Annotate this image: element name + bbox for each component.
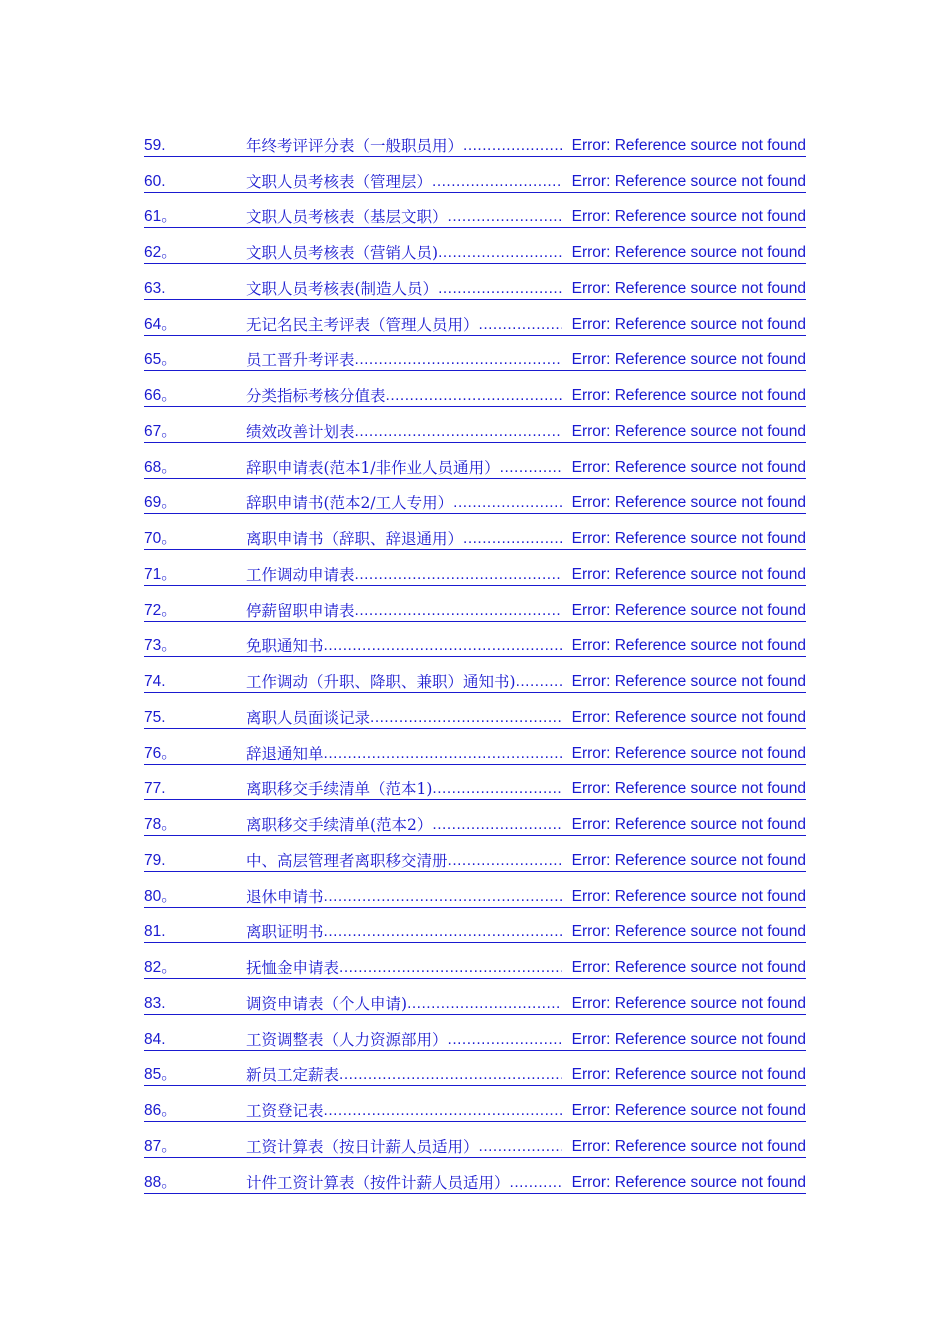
toc-entry-9[interactable]	[144, 443, 806, 479]
toc-entry-number: 82。	[144, 959, 177, 976]
toc-entry-number: 65。	[144, 351, 177, 369]
toc-dot-leader	[432, 779, 562, 799]
toc-dot-leader	[463, 136, 562, 156]
toc-dot-leader	[386, 386, 562, 406]
toc-entry-reference: Error: Reference source not found	[571, 994, 806, 1012]
toc-dot-leader	[339, 1065, 562, 1085]
toc-entry-reference: Error: Reference source not found	[571, 887, 806, 905]
toc-entry-2[interactable]	[144, 193, 806, 229]
toc-entry-reference: Error: Reference source not found	[571, 279, 806, 297]
toc-entry-title: 新员工定薪表	[246, 1066, 340, 1085]
toc-entry-title: 辞退通知单	[246, 744, 324, 763]
toc-entry-7[interactable]	[144, 371, 806, 407]
toc-entry-title: 文职人员考核表（基层文职）	[246, 208, 448, 227]
toc-dot-leader	[432, 815, 562, 835]
toc-entry-number: 73。	[144, 637, 177, 655]
toc-entry-number: 69。	[144, 494, 177, 512]
toc-entry-title: 中、高层管理者离职移交清册	[246, 851, 448, 870]
toc-entry-23[interactable]	[144, 943, 806, 979]
toc-dot-leader	[453, 493, 562, 513]
toc-dot-leader	[500, 458, 562, 478]
toc-entry-reference: Error: Reference source not found	[571, 387, 806, 404]
toc-entry-number: 77.	[144, 780, 166, 798]
toc-entry-title: 文职人员考核表（营销人员)	[246, 244, 439, 262]
toc-entry-title: 离职证明书	[246, 923, 324, 942]
toc-entry-title: 退休申请书	[246, 887, 324, 906]
toc-entry-title: 文职人员考核表（管理层）	[246, 172, 433, 191]
toc-entry-title: 计件工资计算表（按件计薪人员适用）	[246, 1173, 510, 1192]
toc-entry-title: 工作调动（升职、降职、兼职）通知书)	[246, 673, 516, 691]
toc-entry-reference: Error: Reference source not found	[571, 565, 806, 583]
toc-entry-reference: Error: Reference source not found	[571, 780, 806, 798]
toc-entry-title: 离职移交手续清单（范本1)	[246, 780, 433, 799]
toc-entry-reference: Error: Reference source not found	[571, 458, 806, 476]
toc-entry-title: 辞职申请书(范本2/工人专用）	[246, 494, 454, 513]
toc-entry-number: 83.	[144, 994, 166, 1012]
toc-entry-number: 62。	[144, 244, 177, 261]
toc-entry-title: 无记名民主考评表（管理人员用）	[246, 315, 479, 334]
toc-entry-29[interactable]	[144, 1158, 806, 1194]
toc-dot-leader	[355, 422, 562, 442]
toc-entry-number: 61。	[144, 208, 177, 226]
toc-entry-reference: Error: Reference source not found	[571, 172, 806, 190]
toc-dot-leader	[407, 994, 562, 1014]
toc-entry-3[interactable]	[144, 228, 806, 264]
toc-entry-13[interactable]	[144, 586, 806, 622]
toc-dot-leader	[510, 1173, 562, 1193]
toc-dot-leader	[355, 565, 562, 585]
toc-entry-title: 离职申请书（辞职、辞退通用）	[246, 530, 464, 548]
toc-entry-reference: Error: Reference source not found	[571, 351, 806, 369]
toc-entry-25[interactable]	[144, 1015, 806, 1051]
toc-dot-leader	[370, 708, 562, 728]
toc-entry-17[interactable]	[144, 729, 806, 765]
toc-entry-title: 文职人员考核表(制造人员）	[246, 279, 439, 298]
toc-dot-leader	[448, 851, 562, 871]
toc-entry-reference: Error: Reference source not found	[571, 816, 806, 833]
toc-entry-title: 分类指标考核分值表	[246, 387, 386, 405]
toc-dot-leader	[324, 922, 562, 942]
toc-entry-1[interactable]	[144, 157, 806, 193]
toc-entry-number: 76。	[144, 744, 177, 762]
toc-entry-number: 63.	[144, 279, 166, 297]
toc-entry-reference: Error: Reference source not found	[571, 244, 806, 261]
toc-dot-leader	[324, 744, 562, 764]
toc-entry-reference: Error: Reference source not found	[571, 136, 806, 154]
toc-entry-21[interactable]	[144, 872, 806, 908]
toc-entry-number: 67。	[144, 422, 177, 440]
toc-entry-26[interactable]	[144, 1051, 806, 1087]
toc-entry-reference: Error: Reference source not found	[571, 851, 806, 869]
toc-dot-leader	[324, 636, 562, 656]
toc-entry-number: 70。	[144, 530, 177, 547]
toc-entry-title: 年终考评评分表（一般职员用）	[246, 136, 464, 155]
toc-entry-reference: Error: Reference source not found	[571, 208, 806, 226]
toc-entry-title: 调资申请表（个人申请)	[246, 994, 408, 1013]
toc-entry-5[interactable]	[144, 300, 806, 336]
toc-entry-number: 60.	[144, 172, 166, 190]
toc-entry-6[interactable]	[144, 336, 806, 372]
toc-entry-title: 免职通知书	[246, 637, 324, 656]
toc-entry-number: 84.	[144, 1030, 166, 1048]
toc-entry-28[interactable]	[144, 1122, 806, 1158]
toc-entry-18[interactable]	[144, 765, 806, 801]
toc-dot-leader	[438, 279, 562, 299]
toc-dot-leader	[432, 172, 562, 192]
toc-entry-4[interactable]	[144, 264, 806, 300]
toc-entry-title: 抚恤金申请表	[246, 959, 340, 977]
toc-entry-19[interactable]	[144, 800, 806, 836]
toc-dot-leader	[448, 1030, 562, 1050]
toc-entry-number: 78。	[144, 816, 177, 833]
toc-entry-12[interactable]	[144, 550, 806, 586]
toc-entry-title: 员工晋升考评表	[246, 351, 355, 370]
toc-entry-title: 绩效改善计划表	[246, 422, 355, 441]
toc-entry-reference: Error: Reference source not found	[571, 637, 806, 655]
toc-entry-number: 68。	[144, 458, 177, 476]
toc-dot-leader	[355, 601, 562, 621]
toc-dot-leader	[355, 350, 562, 370]
toc-entry-reference: Error: Reference source not found	[571, 673, 806, 690]
toc-entry-number: 75.	[144, 708, 166, 726]
toc-dot-leader	[324, 887, 562, 907]
toc-dot-leader	[479, 315, 562, 335]
toc-dot-leader	[438, 243, 562, 263]
toc-entry-reference: Error: Reference source not found	[571, 959, 806, 976]
toc-entry-reference: Error: Reference source not found	[571, 494, 806, 512]
toc-entry-number: 59.	[144, 136, 166, 154]
toc-entry-number: 79.	[144, 851, 166, 869]
toc-entry-number: 86。	[144, 1102, 177, 1119]
toc-entry-number: 64。	[144, 315, 177, 333]
toc-entry-27[interactable]	[144, 1086, 806, 1122]
toc-entry-title: 工资登记表	[246, 1102, 324, 1120]
toc-entry-reference: Error: Reference source not found	[571, 422, 806, 440]
toc-entry-24[interactable]	[144, 979, 806, 1015]
toc-entry-title: 辞职申请表(范本1/非作业人员通用）	[246, 458, 500, 477]
toc-entry-20[interactable]	[144, 836, 806, 872]
toc-entry-number: 85。	[144, 1066, 177, 1084]
toc-entry-10[interactable]	[144, 479, 806, 515]
toc-entry-22[interactable]	[144, 908, 806, 944]
toc-entry-14[interactable]	[144, 622, 806, 658]
toc-entry-0[interactable]	[144, 121, 806, 157]
toc-dot-leader	[479, 1137, 562, 1157]
toc-entry-title: 离职移交手续清单(范本2）	[246, 816, 433, 834]
toc-entry-title: 工资计算表（按日计薪人员适用）	[246, 1137, 479, 1156]
toc-entry-reference: Error: Reference source not found	[571, 530, 806, 547]
toc-entry-16[interactable]	[144, 693, 806, 729]
toc-entry-number: 81.	[144, 923, 166, 941]
toc-entry-title: 离职人员面谈记录	[246, 708, 371, 727]
toc-entry-reference: Error: Reference source not found	[571, 923, 806, 941]
toc-entry-reference: Error: Reference source not found	[571, 1030, 806, 1048]
toc-entry-title: 工资调整表（人力资源部用）	[246, 1030, 448, 1049]
toc-entry-reference: Error: Reference source not found	[571, 1173, 806, 1191]
toc-entry-11[interactable]	[144, 514, 806, 550]
toc-dot-leader	[339, 958, 562, 978]
toc-entry-number: 74.	[144, 673, 166, 690]
toc-dot-leader	[463, 529, 562, 549]
toc-entry-8[interactable]	[144, 407, 806, 443]
toc-entry-title: 停薪留职申请表	[246, 601, 355, 620]
toc-entry-reference: Error: Reference source not found	[571, 1066, 806, 1084]
toc-entry-number: 71。	[144, 565, 177, 583]
toc-entry-number: 88。	[144, 1173, 177, 1191]
toc-entry-reference: Error: Reference source not found	[571, 1102, 806, 1119]
toc-entry-number: 66。	[144, 387, 177, 404]
toc-entry-reference: Error: Reference source not found	[571, 744, 806, 762]
toc-entry-reference: Error: Reference source not found	[571, 708, 806, 726]
toc-entry-number: 80。	[144, 887, 177, 905]
toc-entry-reference: Error: Reference source not found	[571, 1137, 806, 1155]
toc-entry-15[interactable]	[144, 657, 806, 693]
toc-entry-reference: Error: Reference source not found	[571, 315, 806, 333]
toc-entry-reference: Error: Reference source not found	[571, 601, 806, 619]
toc-dot-leader	[324, 1101, 562, 1121]
toc-dot-leader	[448, 207, 562, 227]
toc-entry-number: 72。	[144, 601, 177, 619]
toc-dot-leader	[516, 672, 562, 692]
toc-entry-title: 工作调动申请表	[246, 565, 355, 584]
toc-entry-number: 87。	[144, 1137, 177, 1155]
table-of-contents	[144, 121, 806, 1194]
